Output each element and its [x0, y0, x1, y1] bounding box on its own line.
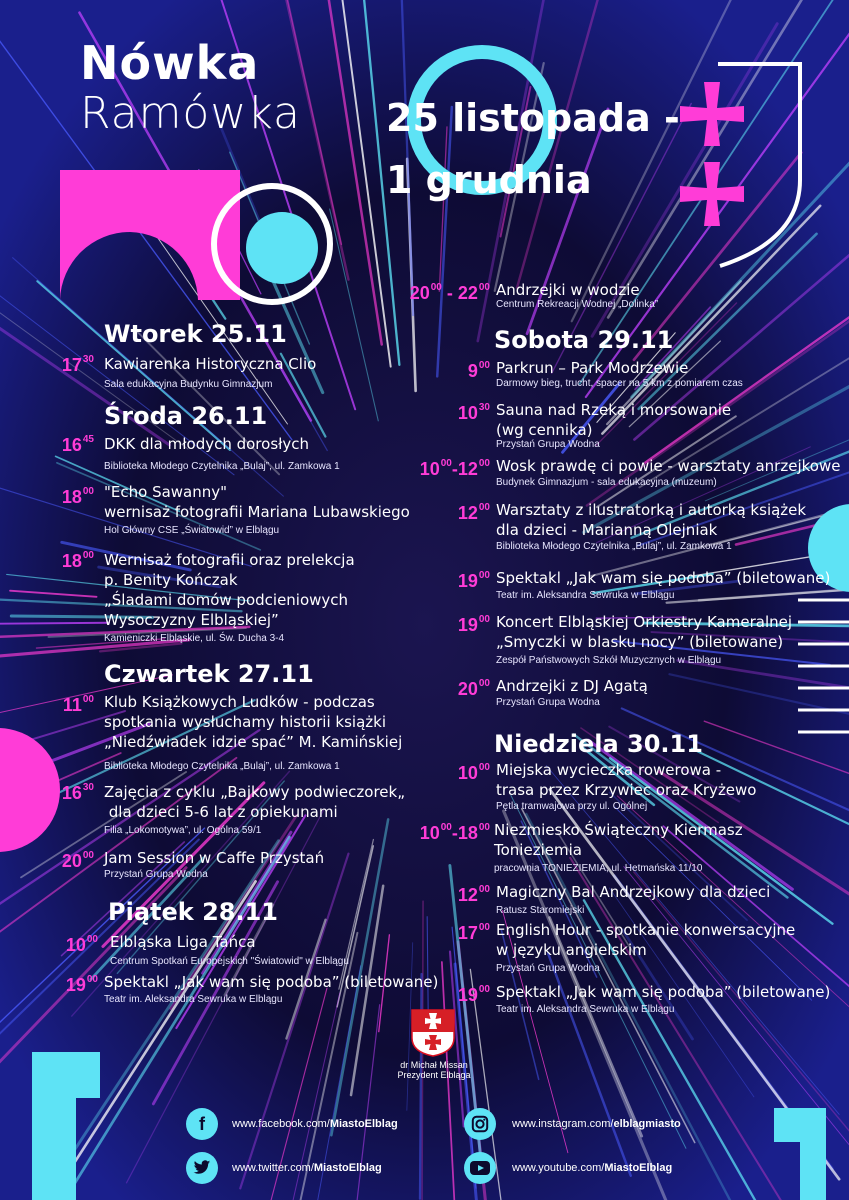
- youtube-link[interactable]: www.youtube.com/MiastoElblag: [512, 1162, 673, 1174]
- event-title: Zajęcia z cyklu „Bajkowy podwieczorek„ dla dzieci 5-6 lat z opiekunami: [104, 783, 405, 821]
- event-title: Wosk prawdę ci powie - warsztaty anrzejkowe: [496, 457, 841, 475]
- event-location: Przystań Grupa Wodna: [496, 963, 600, 974]
- event-time: $12^{00}$: [457, 884, 490, 905]
- event-title: Wernisaż fotografii oraz prelekcja p. Benity Kończak „Śladami domów podcieniowych Wysoczyzny Elbląskiej”: [104, 551, 355, 629]
- day-heading-friday: Piątek 28.11: [108, 898, 278, 926]
- event-location: Biblioteka Młodego Czytelnika „Bulaj”, ul. Zamkowa 1: [496, 541, 732, 552]
- date-range-line1: 25 listopada -: [386, 96, 680, 140]
- event-title: Elbląska Liga Tańca: [110, 933, 256, 951]
- event-time: $12^{00}$: [457, 502, 490, 523]
- event-time: $18^{00}$: [61, 486, 94, 507]
- event-title: English Hour - spotkanie konwersacyjne w języku angielskim: [496, 921, 796, 959]
- event-time: $10^{00}-18^{00}$: [419, 822, 490, 843]
- event-location: Przystań Grupa Wodna: [496, 439, 600, 450]
- event-location: Teatr im. Aleksandra Sewruka w Elblągu: [104, 994, 283, 1005]
- event-time: $20^{00} - 22^{00}$: [409, 282, 490, 303]
- city-coat-of-arms-icon: [410, 1008, 456, 1058]
- day-heading-wednesday: Środa 26.11: [104, 402, 268, 430]
- event-time: $10^{00}-12^{00}$: [419, 458, 490, 479]
- event-time: $19^{00}$: [457, 570, 490, 591]
- event-location: Kamieniczki Elbląskie, ul. Św. Ducha 3-4: [104, 633, 285, 644]
- event-location: Ratusz Staromiejski: [496, 905, 585, 916]
- event-location: Sala edukacyjna Budynku Gimnazjum: [104, 379, 273, 390]
- brand-subtitle: Ramówka: [80, 88, 302, 139]
- event-title: Spektakl „Jak wam się podoba” (biletowane): [104, 973, 439, 991]
- event-location: Biblioteka Młodego Czytelnika „Bulaj”, ul. Zamkowa 1: [104, 461, 340, 472]
- event-time: $10^{00}$: [457, 762, 490, 783]
- event-time: $16^{30}$: [61, 782, 94, 803]
- brand-title: Nówka: [80, 36, 260, 90]
- day-heading-thursday: Czwartek 27.11: [104, 660, 314, 688]
- event-location: Pętla tramwajowa przy ul. Ogólnej: [496, 801, 648, 812]
- event-title: Sauna nad Rzeką i morsowanie (wg cennika): [496, 401, 732, 439]
- event-time: $17^{00}$: [457, 922, 490, 943]
- event-time: $20^{00}$: [61, 850, 94, 871]
- event-time: $11^{00}$: [62, 694, 94, 715]
- event-title: Andrzejki w wodzie: [496, 281, 640, 299]
- event-time: $18^{00}$: [61, 550, 94, 571]
- event-time: $19^{00}$: [457, 984, 490, 1005]
- event-time: $9^{00}$: [467, 360, 490, 381]
- day-heading-tuesday: Wtorek 25.11: [104, 320, 287, 348]
- event-time: $10^{30}$: [457, 402, 490, 423]
- event-location: Teatr im. Aleksandra Sewruka w Elblągu: [496, 590, 675, 601]
- twitter-link[interactable]: www.twitter.com/MiastoElblag: [232, 1162, 382, 1174]
- event-location: Hol Główny CSE „Światowid” w Elblągu: [104, 525, 280, 536]
- event-title: Klub Książkowych Ludków - podczas spotkania wysłuchamy historii książki „Niedźwiadek idzie spać” M. Kamińskiej: [104, 693, 403, 751]
- event-time: $19^{00}$: [65, 974, 98, 995]
- event-location: Budynek Gimnazjum - sala edukacyjna (muzeum): [496, 477, 717, 488]
- event-location: Zespół Państwowych Szkół Muzycznych w Elblągu: [496, 655, 722, 666]
- day-heading-sunday: Niedziela 30.11: [494, 730, 703, 758]
- event-title: Spektakl „Jak wam się podoba” (biletowane): [496, 569, 831, 587]
- instagram-icon[interactable]: [464, 1108, 496, 1140]
- event-title: Kawiarenka Historyczna Clio: [104, 355, 317, 373]
- event-title: Andrzejki z DJ Agatą: [496, 677, 648, 695]
- event-location: Filia „Lokomotywa”, ul. Ogólna 59/1: [104, 825, 262, 836]
- event-location: Teatr im. Aleksandra Sewruka w Elblągu: [496, 1004, 675, 1015]
- date-range-line2: 1 grudnia: [386, 158, 592, 202]
- event-location: Biblioteka Młodego Czytelnika „Bulaj”, ul. Zamkowa 1: [104, 761, 340, 772]
- instagram-link[interactable]: www.instagram.com/elblagmiasto: [512, 1118, 681, 1130]
- event-title: Koncert Elbląskiej Orkiestry Kameralnej „Smyczki w blasku nocy” (biletowane): [496, 613, 793, 651]
- mayor-signature: dr Michał Missan Prezydent Elbląga: [397, 1060, 471, 1080]
- event-title: Warsztaty z ilustratorką i autorką książek dla dzieci - Marianną Olejniak: [496, 501, 807, 539]
- youtube-icon[interactable]: [464, 1152, 496, 1184]
- day-heading-saturday: Sobota 29.11: [494, 326, 674, 354]
- event-time: $19^{00}$: [457, 614, 490, 635]
- event-title: DKK dla młodych dorosłych: [104, 435, 310, 453]
- event-location: Centrum Rekreacji Wodnej „Dolinka”: [496, 299, 659, 310]
- event-title: Jam Session w Caffe Przystań: [104, 849, 325, 867]
- event-location: pracownia TONIEZIEMIA, ul. Hetmańska 11/10: [494, 863, 703, 874]
- event-title: Niezmiesko Świąteczny Kiermasz Tonieziemia: [494, 821, 743, 859]
- event-title: Miejska wycieczka rowerowa - trasa przez Krzywiec oraz Kryżewo: [496, 761, 757, 799]
- event-location: Przystań Grupa Wodna: [104, 869, 208, 880]
- twitter-icon[interactable]: [186, 1152, 218, 1184]
- event-location: Przystań Grupa Wodna: [496, 697, 600, 708]
- facebook-icon[interactable]: f: [186, 1108, 218, 1140]
- event-title: Parkrun – Park Modrzewie: [496, 359, 689, 377]
- event-title: Magiczny Bal Andrzejkowy dla dzieci: [496, 883, 771, 901]
- facebook-link[interactable]: www.facebook.com/MiastoElblag: [232, 1118, 398, 1130]
- event-time: $17^{30}$: [61, 354, 94, 375]
- event-title: "Echo Sawanny" wernisaż fotografii Mariana Lubawskiego: [104, 483, 410, 521]
- event-time: $10^{00}$: [65, 934, 98, 955]
- event-location: Darmowy bieg, trucht, spacer na 5 km z pomiarem czas: [496, 378, 743, 389]
- event-location: Centrum Spotkań Europejskich "Światowid" w Elblągu: [110, 956, 349, 967]
- event-time: $16^{45}$: [61, 434, 94, 455]
- event-title: Spektakl „Jak wam się podoba” (biletowane): [496, 983, 831, 1001]
- cyan-dot-left: [246, 212, 318, 284]
- event-time: $20^{00}$: [457, 678, 490, 699]
